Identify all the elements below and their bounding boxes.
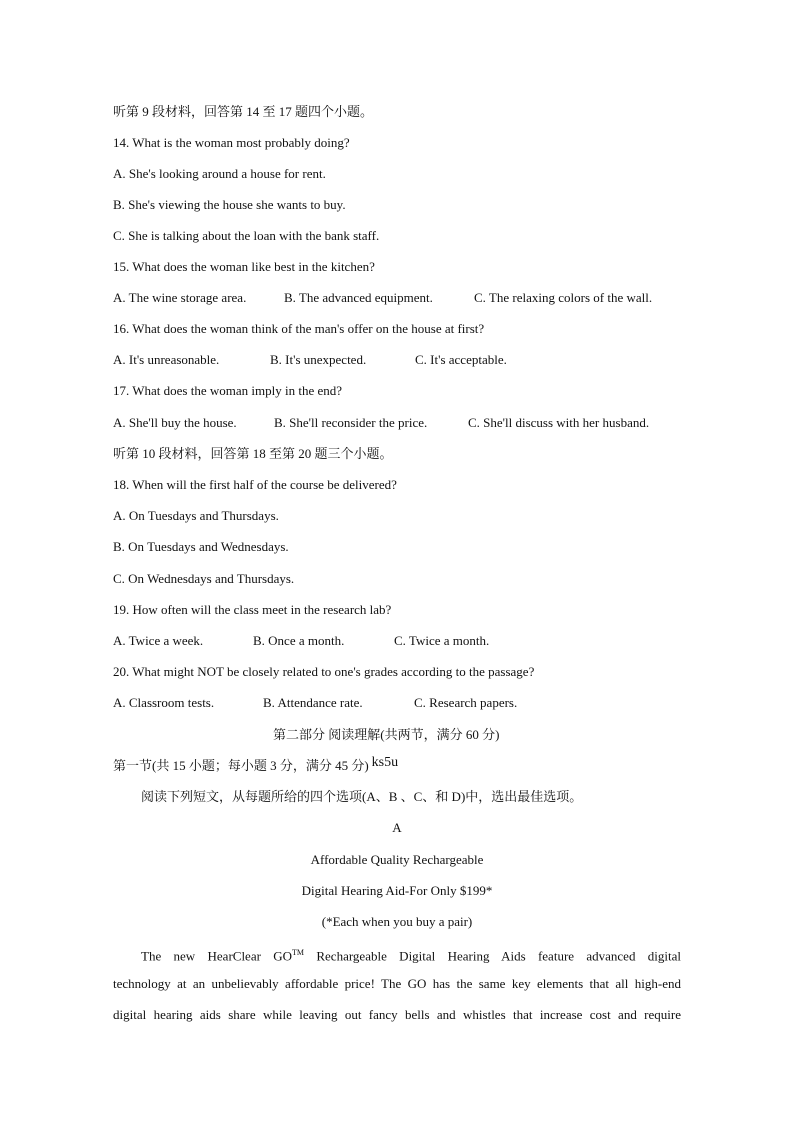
question-14-stem: 14. What is the woman most probably doing?: [113, 135, 350, 150]
question-14-option-b: B. She's viewing the house she wants to buy.: [113, 197, 346, 212]
question-19-option-c: C. Twice a month.: [394, 633, 490, 648]
part2-title: 第二部分 阅读理解(共两节，满分 60 分): [273, 727, 500, 742]
question-19-stem: 19. How often will the class meet in the research lab?: [113, 602, 392, 617]
question-19-option-b: B. Once a month.: [253, 633, 345, 648]
passage-price-note: (*Each when you buy a pair): [321, 914, 473, 929]
question-17-option-c: C. She'll discuss with her husband.: [468, 415, 650, 430]
question-19-option-a: A. Twice a week.: [113, 633, 204, 648]
passage-letter: A: [392, 820, 402, 835]
question-16-stem: 16. What does the woman think of the man's offer on the house at first?: [113, 321, 485, 336]
passage-body-line1: [113, 945, 681, 964]
question-14-option-c: C. She is talking about the loan with the bank staff.: [113, 228, 380, 243]
question-15-stem: 15. What does the woman like best in the kitchen?: [113, 259, 375, 274]
question-16-option-a: A. It's unreasonable.: [113, 352, 220, 367]
trademark-sup: TM: [292, 948, 305, 957]
question-18-stem: 18. When will the first half of the course be delivered?: [113, 477, 397, 492]
watermark-text: ks5u: [371, 755, 399, 770]
question-20-option-a: A. Classroom tests.: [113, 695, 215, 710]
question-20-stem: 20. What might NOT be closely related to one's grades according to the passage?: [113, 664, 535, 679]
section1-title: 第一节(共 15 小题；每小题 3 分，满分 45 分): [113, 758, 369, 773]
question-17-option-a: A. She'll buy the house.: [113, 415, 237, 430]
question-17-option-b: B. She'll reconsider the price.: [274, 415, 428, 430]
question-15-option-c: C. The relaxing colors of the wall.: [474, 290, 653, 305]
section9-header: 听第 9 段材料，回答第 14 至 17 题四个小题。: [113, 104, 374, 119]
passage-title-line2: Digital Hearing Aid-For Only $199*: [301, 883, 493, 898]
passage-body-line1-rest: Rechargeable Digital Hearing Aids feature advanced digital: [304, 948, 681, 964]
question-18-option-c: C. On Wednesdays and Thursdays.: [113, 571, 295, 586]
question-20-option-c: C. Research papers.: [414, 695, 518, 710]
passage-title-line1: Affordable Quality Rechargeable: [310, 852, 484, 867]
question-18-option-a: A. On Tuesdays and Thursdays.: [113, 508, 279, 523]
question-18-option-b: B. On Tuesdays and Wednesdays.: [113, 539, 289, 554]
passage-body-line2: technology at an unbelievably affordable price! The GO has the same key elements that all high-end: [113, 976, 681, 991]
question-20-option-b: B. Attendance rate.: [263, 695, 363, 710]
question-16-option-c: C. It's acceptable.: [415, 352, 507, 367]
passage-body-start: The new HearClear GO: [141, 948, 293, 964]
question-14-option-a: A. She's looking around a house for rent.: [113, 166, 326, 181]
section1-title-line: [113, 755, 399, 775]
question-15-option-a: A. The wine storage area.: [113, 290, 247, 305]
reading-instructions: 阅读下列短文，从每题所给的四个选项(A、B 、C、和 D)中，选出最佳选项。: [141, 789, 583, 804]
section10-header: 听第 10 段材料，回答第 18 至第 20 题三个小题。: [113, 446, 393, 461]
passage-body-line3: digital hearing aids share while leaving out fancy bells and whistles that increase cost and require: [113, 1007, 681, 1022]
question-15-option-b: B. The advanced equipment.: [284, 290, 433, 305]
question-16-option-b: B. It's unexpected.: [270, 352, 367, 367]
question-17-stem: 17. What does the woman imply in the end?: [113, 383, 343, 398]
